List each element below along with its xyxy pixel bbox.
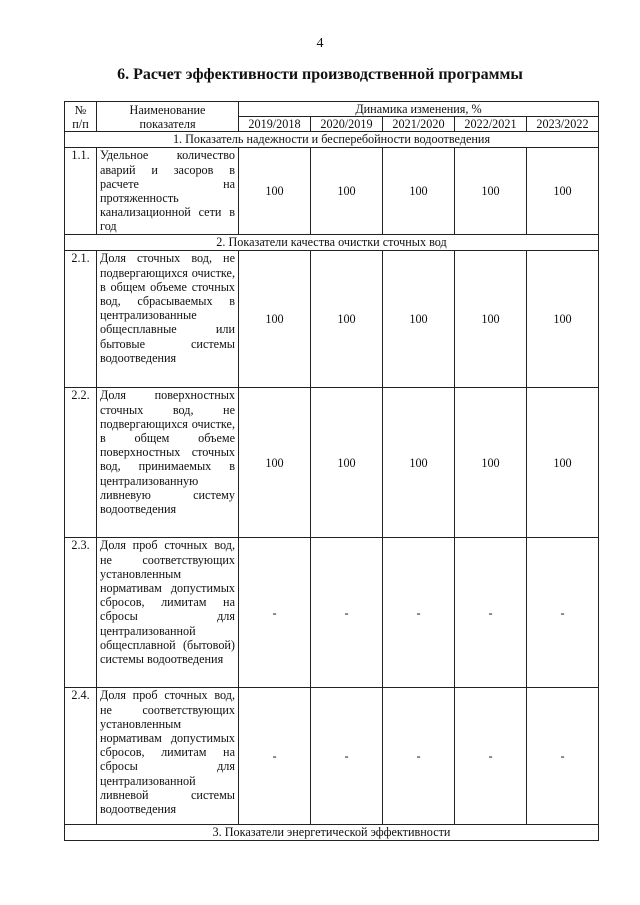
indicator-value: - bbox=[239, 538, 311, 688]
header-num-line1: № bbox=[74, 102, 87, 117]
table-header bbox=[65, 102, 599, 132]
indicator-value: 100 bbox=[311, 251, 383, 388]
indicator-value: - bbox=[311, 688, 383, 825]
indicator-value: - bbox=[455, 688, 527, 825]
table-row bbox=[65, 148, 599, 235]
indicator-name: Доля проб сточных вод, не соответствующих установленным нормативам допустимых сбросов, лимитам на сбросы для централизованной ливневой системы водоотведения bbox=[97, 688, 239, 825]
group-row bbox=[65, 235, 599, 251]
table-body bbox=[65, 132, 599, 841]
table-row bbox=[65, 538, 599, 688]
efficiency-table bbox=[64, 101, 599, 841]
indicator-name: Доля проб сточных вод, не соответствующих установленным нормативам допустимых сбросов, лимитам на сбросы для централизованной общесплавной (бытовой) системы водоотведения bbox=[97, 538, 239, 688]
header-name bbox=[97, 102, 239, 132]
row-number: 2.3. bbox=[65, 538, 97, 688]
indicator-name: Удельное количество аварий и засоров в расчете на протяженность канализационной сети в год bbox=[97, 148, 239, 235]
group-row bbox=[65, 825, 599, 841]
page-number: 4 bbox=[316, 36, 324, 51]
group-title: 1. Показатель надежности и бесперебойности водоотведения bbox=[65, 132, 599, 148]
indicator-value: 100 bbox=[527, 251, 599, 388]
row-number: 2.2. bbox=[65, 388, 97, 538]
table-row bbox=[65, 251, 599, 388]
group-title: 3. Показатели энергетической эффективности bbox=[65, 825, 599, 841]
indicator-value: 100 bbox=[311, 148, 383, 235]
indicator-value: 100 bbox=[383, 251, 455, 388]
indicator-value: 100 bbox=[455, 251, 527, 388]
header-name-line1: Наименование bbox=[129, 102, 206, 117]
indicator-value: - bbox=[527, 538, 599, 688]
table-row bbox=[65, 688, 599, 825]
group-title: 2. Показатели качества очистки сточных вод bbox=[65, 235, 599, 251]
indicator-value: - bbox=[383, 688, 455, 825]
header-num bbox=[65, 102, 97, 132]
indicator-name: Доля поверхностных сточных вод, не подвергающихся очистке, в общем объеме поверхностных сточных вод, принимаемых в централизованную ливневую систему водоотведения bbox=[97, 388, 239, 538]
indicator-value: - bbox=[527, 688, 599, 825]
row-number: 2.4. bbox=[65, 688, 97, 825]
header-year: 2021/2020 bbox=[383, 117, 455, 132]
group-row bbox=[65, 132, 599, 148]
indicator-value: 100 bbox=[239, 251, 311, 388]
indicator-value: 100 bbox=[383, 148, 455, 235]
header-dynamics: Динамика изменения, % bbox=[239, 102, 599, 117]
row-number: 1.1. bbox=[65, 148, 97, 235]
header-year: 2023/2022 bbox=[527, 117, 599, 132]
table-row bbox=[65, 388, 599, 538]
indicator-value: - bbox=[239, 688, 311, 825]
indicator-value: 100 bbox=[239, 388, 311, 538]
indicator-value: - bbox=[311, 538, 383, 688]
row-number: 2.1. bbox=[65, 251, 97, 388]
section-title: 6. Расчет эффективности производственной программы bbox=[117, 66, 523, 83]
indicator-name: Доля сточных вод, не подвергающихся очистке, в общем объеме сточных вод, сбрасываемых в централизованные общесплавные или бытовые системы водоотведения bbox=[97, 251, 239, 388]
indicator-value: 100 bbox=[527, 388, 599, 538]
header-num-line2: п/п bbox=[72, 116, 89, 131]
header-year: 2019/2018 bbox=[239, 117, 311, 132]
header-year: 2020/2019 bbox=[311, 117, 383, 132]
header-year: 2022/2021 bbox=[455, 117, 527, 132]
header-name-line2: показателя bbox=[139, 116, 196, 131]
indicator-value: 100 bbox=[527, 148, 599, 235]
indicator-value: 100 bbox=[239, 148, 311, 235]
indicator-value: - bbox=[455, 538, 527, 688]
indicator-value: 100 bbox=[455, 148, 527, 235]
indicator-value: 100 bbox=[311, 388, 383, 538]
indicator-value: 100 bbox=[455, 388, 527, 538]
indicator-value: - bbox=[383, 538, 455, 688]
indicator-value: 100 bbox=[383, 388, 455, 538]
